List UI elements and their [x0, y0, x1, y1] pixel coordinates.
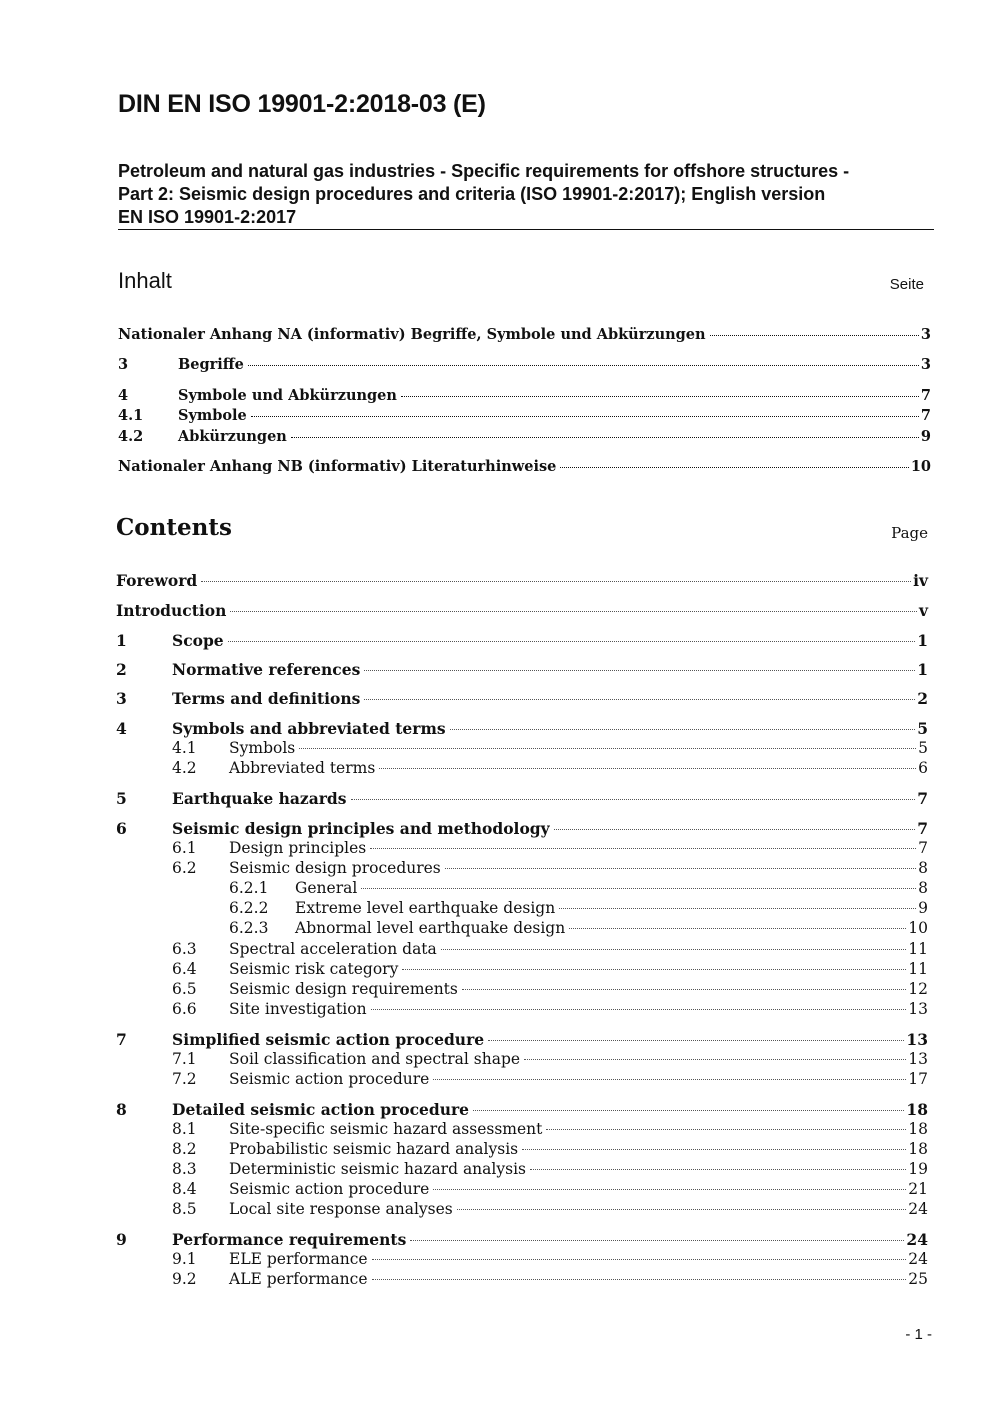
contents-entry-label: Seismic design procedures: [229, 859, 441, 877]
contents-entry-page: 8: [918, 859, 928, 877]
contents-entry-page: 17: [908, 1070, 928, 1088]
dot-leader: [251, 416, 919, 417]
contents-entry-label: Seismic action procedure: [229, 1180, 430, 1198]
toc-entry-label: Abkürzungen: [178, 428, 287, 445]
contents-entry-label: Site-specific seismic hazard assessment: [229, 1120, 543, 1138]
contents-entry-page: 13: [908, 1000, 928, 1018]
contents-entry[interactable]: [116, 689, 928, 708]
contents-entry-number: 6.2.1: [229, 879, 269, 897]
dot-leader: [441, 949, 906, 950]
toc-entry-page: 7: [920, 387, 931, 404]
contents-entry-number: 1: [116, 631, 127, 650]
toc-entry-label: Nationaler Anhang NB (informativ) Literaturhinweise: [118, 458, 557, 475]
contents-entry-page: 12: [908, 980, 928, 998]
toc-entry-label: Nationaler Anhang NA (informativ) Begriffe, Symbole und Abkürzungen: [118, 326, 706, 343]
toc-entry-begriffe[interactable]: [118, 356, 931, 373]
dot-leader: [710, 335, 919, 336]
dot-leader: [248, 365, 919, 366]
contents-title: Contents: [116, 514, 232, 541]
contents-entry-number: 6.1: [172, 839, 197, 857]
contents-header: [116, 514, 930, 541]
dot-leader: [230, 611, 917, 612]
toc-entry-label: Symbole: [178, 407, 247, 424]
contents-entry-number: 6.2: [172, 859, 197, 877]
dot-leader: [569, 928, 906, 929]
dot-leader: [462, 989, 906, 990]
contents-entry[interactable]: [116, 1050, 928, 1068]
contents-entry[interactable]: [116, 1230, 928, 1249]
toc-entry-page: 3: [920, 326, 931, 343]
contents-entry-label: Spectral acceleration data: [229, 940, 437, 958]
contents-entry-number: 7.2: [172, 1070, 197, 1088]
contents-entry-page: 24: [906, 1230, 928, 1249]
page-number: - 1 -: [905, 1326, 932, 1343]
toc-entry-number: 4.2: [118, 428, 144, 445]
contents-entry[interactable]: [116, 739, 928, 757]
contents-entry[interactable]: [116, 819, 928, 838]
contents-entry[interactable]: [116, 1030, 928, 1049]
contents-entry-label: Design principles: [229, 839, 367, 857]
inhalt-page-label: Seite: [889, 276, 924, 293]
dot-leader: [372, 1279, 907, 1280]
contents-entry-number: 9: [116, 1230, 127, 1249]
contents-entry-number: 7: [116, 1030, 127, 1049]
dot-leader: [559, 908, 916, 909]
toc-entry-abkuerzungen[interactable]: [118, 428, 931, 445]
contents-entry[interactable]: [116, 571, 928, 590]
contents-entry-number: 5: [116, 789, 127, 808]
contents-entry-label: Earthquake hazards: [172, 789, 347, 808]
contents-entry-label: Detailed seismic action procedure: [172, 1100, 470, 1119]
contents-entry-label: Extreme level earthquake design: [295, 899, 556, 917]
contents-entry-page: 6: [918, 759, 928, 777]
dot-leader: [201, 581, 911, 582]
contents-entry-label: Site investigation: [229, 1000, 367, 1018]
dot-leader: [401, 396, 919, 397]
contents-entry-page: 25: [908, 1270, 928, 1288]
contents-entry-page: iv: [913, 571, 928, 590]
toc-entry-number: 4: [118, 387, 129, 404]
inhalt-header: [118, 268, 928, 294]
dot-leader: [488, 1040, 904, 1041]
contents-entry-number: 7.1: [172, 1050, 197, 1068]
contents-entry[interactable]: [116, 1100, 928, 1119]
contents-entry[interactable]: [116, 1200, 928, 1218]
contents-entry-number: 6.3: [172, 940, 197, 958]
contents-entry[interactable]: [116, 1070, 928, 1088]
contents-entry-label: ELE performance: [229, 1250, 368, 1268]
contents-entry[interactable]: [116, 960, 928, 978]
dot-leader: [372, 1259, 907, 1260]
dot-leader: [546, 1129, 906, 1130]
toc-entry-symbole-abkuerzungen[interactable]: [118, 387, 931, 404]
subtitle-line: Part 2: Seismic design procedures and criteria (ISO 19901-2:2017); English version: [118, 184, 826, 204]
contents-entry[interactable]: [116, 1000, 928, 1018]
contents-entry[interactable]: [116, 839, 928, 857]
contents-entry-page: 10: [908, 919, 928, 937]
contents-entry-label: Local site response analyses: [229, 1200, 453, 1218]
contents-entry-label: Soil classification and spectral shape: [229, 1050, 521, 1068]
dot-leader: [433, 1189, 906, 1190]
contents-entry-number: 9.1: [172, 1250, 197, 1268]
contents-entry-page: 19: [908, 1160, 928, 1178]
contents-entry-number: 4.1: [172, 739, 197, 757]
contents-entry-number: 6.2.2: [229, 899, 269, 917]
contents-entry-page: 13: [908, 1050, 928, 1068]
contents-entry-number: 3: [116, 689, 127, 708]
contents-entry-number: 8.4: [172, 1180, 197, 1198]
dot-leader: [457, 1209, 907, 1210]
contents-entry[interactable]: [116, 899, 928, 917]
contents-entry-label: Symbols: [229, 739, 296, 757]
contents-entry-label: Seismic risk category: [229, 960, 399, 978]
document-title: DIN EN ISO 19901-2:2018-03 (E): [118, 90, 486, 118]
dot-leader: [361, 888, 916, 889]
contents-entry[interactable]: [116, 759, 928, 777]
contents-entry-number: 9.2: [172, 1270, 197, 1288]
contents-entry[interactable]: [116, 980, 928, 998]
inhalt-title: Inhalt: [118, 268, 172, 293]
contents-entry-number: 6.2.3: [229, 919, 269, 937]
toc-entry-number: 3: [118, 356, 129, 373]
toc-entry-nb[interactable]: [118, 458, 931, 475]
contents-entry-page: 21: [908, 1180, 928, 1198]
contents-entry-number: 6.4: [172, 960, 197, 978]
dot-leader: [445, 868, 916, 869]
contents-entry-page: 24: [908, 1250, 928, 1268]
contents-entry-page: 9: [918, 899, 928, 917]
dot-leader: [299, 748, 916, 749]
contents-entry-page: 7: [917, 819, 928, 838]
contents-entry-page: 18: [908, 1120, 928, 1138]
dot-leader: [530, 1169, 906, 1170]
contents-entry-number: 4.2: [172, 759, 197, 777]
contents-entry-number: 8.2: [172, 1140, 197, 1158]
contents-entry[interactable]: [116, 879, 928, 897]
dot-leader: [450, 729, 916, 730]
contents-entry[interactable]: [116, 940, 928, 958]
contents-entry-page: 1: [917, 631, 928, 650]
dot-leader: [228, 641, 916, 642]
contents-entry-number: 2: [116, 660, 127, 679]
contents-entry[interactable]: [116, 601, 928, 620]
dot-leader: [524, 1059, 906, 1060]
contents-entry-label: Performance requirements: [172, 1230, 407, 1249]
contents-entry-label: Normative references: [172, 660, 361, 679]
toc-entry-page: 9: [920, 428, 931, 445]
dot-leader: [560, 467, 908, 468]
contents-entry[interactable]: [116, 1160, 928, 1178]
contents-entry-page: 5: [917, 719, 928, 738]
dot-leader: [351, 799, 916, 800]
dot-leader: [370, 848, 916, 849]
contents-entry[interactable]: [116, 1270, 928, 1288]
contents-entry[interactable]: [116, 789, 928, 808]
dot-leader: [554, 829, 916, 830]
toc-entry-na[interactable]: [118, 326, 931, 343]
contents-entry-label: Probabilistic seismic hazard analysis: [229, 1140, 519, 1158]
contents-entry[interactable]: [116, 859, 928, 877]
title-divider: [118, 229, 934, 230]
toc-entry-page: 3: [920, 356, 931, 373]
contents-entry[interactable]: [116, 1180, 928, 1198]
contents-entry-page: 11: [908, 940, 928, 958]
contents-entry-page: v: [918, 601, 928, 620]
contents-entry-label: Seismic action procedure: [229, 1070, 430, 1088]
contents-entry-label: General: [295, 879, 358, 897]
contents-entry-page: 1: [917, 660, 928, 679]
contents-entry-page: 18: [906, 1100, 928, 1119]
contents-entry-label: Symbols and abbreviated terms: [172, 719, 446, 738]
contents-entry-page: 8: [918, 879, 928, 897]
contents-entry-number: 8: [116, 1100, 127, 1119]
dot-leader: [364, 699, 915, 700]
contents-entry-page: 24: [908, 1200, 928, 1218]
contents-entry-number: 6: [116, 819, 127, 838]
contents-entry-number: 8.5: [172, 1200, 197, 1218]
contents-entry[interactable]: [116, 919, 928, 937]
subtitle-line: EN ISO 19901-2:2017: [118, 207, 297, 227]
contents-entry-page: 18: [908, 1140, 928, 1158]
contents-entry-label: Abbreviated terms: [229, 759, 376, 777]
dot-leader: [522, 1149, 906, 1150]
dot-leader: [371, 1009, 907, 1010]
contents-entry[interactable]: [116, 1250, 928, 1268]
contents-entry-label: Simplified seismic action procedure: [172, 1030, 485, 1049]
contents-entry-page: 13: [906, 1030, 928, 1049]
contents-page-label: Page: [891, 524, 928, 542]
contents-entry-number: 8.3: [172, 1160, 197, 1178]
contents-entry-label: Scope: [172, 631, 224, 650]
dot-leader: [402, 969, 906, 970]
contents-entry[interactable]: [116, 660, 928, 679]
dot-leader: [291, 437, 919, 438]
contents-entry[interactable]: [116, 1140, 928, 1158]
toc-entry-symbole[interactable]: [118, 407, 931, 424]
toc-entry-page: 7: [920, 407, 931, 424]
toc-entry-number: 4.1: [118, 407, 144, 424]
contents-entry-number: 8.1: [172, 1120, 197, 1138]
contents-entry-label: Deterministic seismic hazard analysis: [229, 1160, 526, 1178]
dot-leader: [473, 1110, 904, 1111]
contents-entry[interactable]: [116, 631, 928, 650]
contents-entry-label: Introduction: [116, 601, 227, 620]
dot-leader: [410, 1240, 904, 1241]
toc-entry-page: 10: [910, 458, 931, 475]
toc-entry-label: Symbole und Abkürzungen: [178, 387, 397, 404]
contents-entry-page: 2: [917, 689, 928, 708]
contents-entry-label: Seismic design principles and methodology: [172, 819, 550, 838]
contents-entry-page: 7: [917, 789, 928, 808]
contents-entry-label: Seismic design requirements: [229, 980, 458, 998]
contents-entry-page: 5: [918, 739, 928, 757]
contents-entry-label: ALE performance: [229, 1270, 368, 1288]
contents-entry-label: Foreword: [116, 571, 198, 590]
dot-leader: [364, 670, 915, 671]
contents-entry-number: 6.6: [172, 1000, 197, 1018]
contents-entry-page: 7: [918, 839, 928, 857]
contents-entry-number: 4: [116, 719, 127, 738]
contents-entry[interactable]: [116, 1120, 928, 1138]
toc-entry-label: Begriffe: [178, 356, 244, 373]
contents-entry-label: Terms and definitions: [172, 689, 361, 708]
contents-entry-page: 11: [908, 960, 928, 978]
document-subtitle: [118, 160, 936, 229]
contents-entry[interactable]: [116, 719, 928, 738]
dot-leader: [379, 768, 916, 769]
subtitle-line: Petroleum and natural gas industries - Specific requirements for offshore structures -: [118, 161, 850, 181]
dot-leader: [433, 1079, 906, 1080]
contents-entry-number: 6.5: [172, 980, 197, 998]
contents-entry-label: Abnormal level earthquake design: [295, 919, 566, 937]
